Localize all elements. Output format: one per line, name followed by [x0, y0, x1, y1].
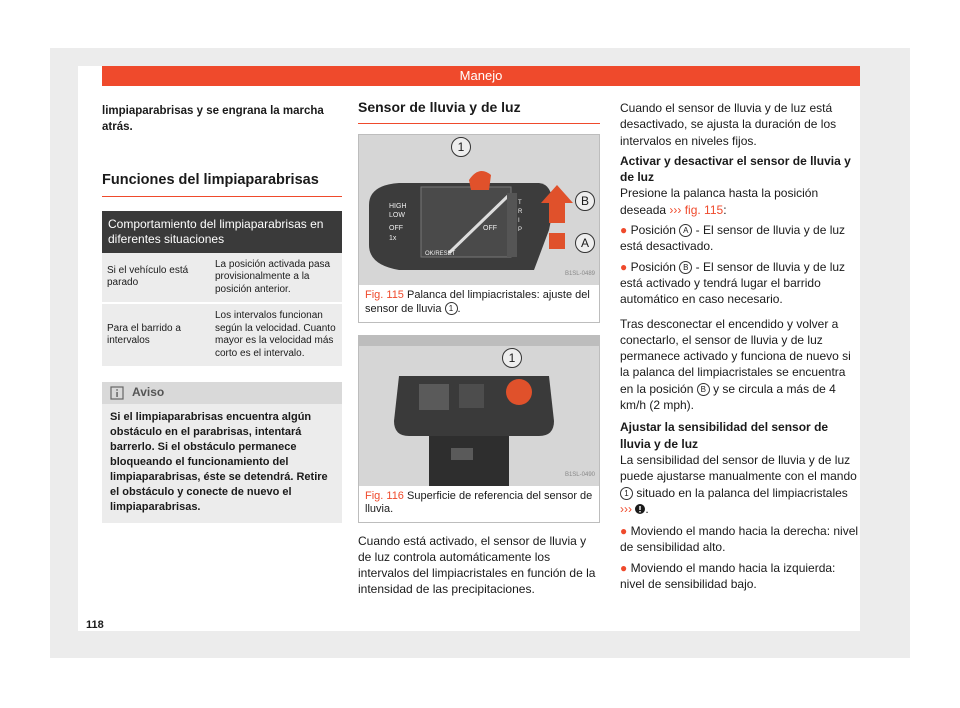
paragraph: Cuando el sensor de lluvia y de luz está desactivado, se ajusta la duración de los intervalos en niveles fijos. — [620, 101, 837, 148]
warning-icon — [635, 504, 645, 514]
right-column — [620, 100, 860, 592]
aviso-title: Aviso — [132, 385, 165, 399]
paragraph — [620, 185, 860, 218]
text: Posición — [630, 223, 676, 238]
left-column — [102, 104, 342, 523]
callout-a: A — [575, 233, 595, 253]
figure-115-caption: Fig. 115 Palanca del limpiacristales: ajuste del sensor de lluvia 1 . — [365, 288, 590, 315]
callout-b: B — [575, 191, 595, 211]
table-cell: La posición activada pasa provisionalmente a la posición anterior. — [210, 253, 342, 304]
subheading: Ajustar la sensibilidad del sensor de lluvia y de luz — [620, 420, 829, 451]
table-title: Comportamiento del limpiaparabrisas en diferentes situaciones — [102, 211, 342, 253]
table-row — [102, 253, 342, 304]
bullet-icon: ● — [620, 560, 628, 575]
lever-label-low: LOW — [389, 211, 405, 219]
text: - El sensor de lluvia y de luz está desactivado. — [620, 223, 846, 254]
figure-code: B1SL-0490 — [564, 472, 595, 478]
page-number: 118 — [86, 619, 104, 631]
figure-116-caption — [359, 486, 599, 522]
text: Tras desconectar el encendido y volver a conectarlo, el sensor de lluvia y de luz permanece activado y funciona de nuevo si la palanca del limpiacristales se encuentra en la posición — [620, 316, 851, 396]
bullet-item — [620, 560, 860, 593]
bullet-icon: ● — [620, 524, 628, 539]
lever-illustration — [359, 135, 599, 285]
lever-label-1x: 1x — [389, 234, 397, 242]
key-badge: B — [679, 261, 692, 274]
sensor-body-text: Cuando está activado, el sensor de lluvia y de luz controla automáticamente los intervalos del limpiacristales en función de la intensidad de las precipitaciones. — [358, 533, 596, 597]
callout-ref: 1 — [445, 302, 458, 315]
key-badge: B — [697, 383, 710, 396]
section-header: Manejo — [102, 66, 860, 86]
table-cell: Si el vehículo está parado — [102, 253, 210, 304]
table-cell: Los intervalos funcionan según la velocidad. Cuanto mayor es la velocidad más corto es el intervalo. — [210, 303, 342, 367]
subheading: Activar y desactivar el sensor de lluvia y de luz — [620, 153, 851, 185]
bullet-icon: ● — [620, 223, 628, 238]
bullet-item — [620, 259, 860, 308]
lever-label-reset: OK/RESET — [425, 250, 456, 257]
figure-label: Fig. 115 — [365, 288, 404, 301]
figure-label: Fig. 116 — [365, 489, 404, 502]
bullet-icon: ● — [620, 259, 628, 274]
text: Moviendo el mando hacia la derecha: nivel de sensibilidad alto. — [620, 524, 859, 555]
figure-code: B1SL-0489 — [564, 271, 595, 277]
figure-116 — [358, 335, 600, 523]
lever-label-high: HIGH — [389, 202, 407, 210]
text: - El sensor de lluvia y de luz está activado y tendrá lugar el barrido automático en caso necesario. — [620, 259, 846, 307]
caption-text: Palanca del limpiacristales: ajuste del sensor de lluvia — [365, 288, 590, 315]
behavior-table — [102, 253, 342, 369]
warning-link[interactable]: ››› — [620, 501, 632, 516]
bullet-item — [620, 222, 860, 255]
middle-column — [358, 100, 600, 598]
caption-text: Superficie de referencia del sensor de lluvia. — [365, 489, 593, 515]
rain-sensor-heading: Sensor de lluvia y de luz — [358, 100, 600, 124]
text: Presione la palanca hasta la posición deseada — [620, 186, 819, 217]
info-icon — [110, 386, 124, 400]
text: situado en la palanca del limpiacristales — [636, 485, 848, 500]
figure-115 — [358, 134, 600, 323]
fig-link[interactable]: ››› fig. 115 — [669, 202, 724, 217]
table-cell: Para el barrido a intervalos — [102, 303, 210, 367]
callout-1: 1 — [502, 348, 522, 368]
bullet-item — [620, 523, 860, 556]
text: La sensibilidad del sensor de lluvia y de luz puede ajustarse manualmente con el mando — [620, 452, 857, 484]
aviso-body: Si el limpiaparabrisas encuentra algún obstáculo en el parabrisas, intentará barrerlo. Si el obstáculo permanece bloqueando el funcionamiento del limpiaparabrisas, éste se detendrá. Retire el obstáculo y conecte de nuevo el limpiaparabrisas. — [110, 410, 328, 513]
table-row — [102, 303, 342, 367]
key-badge: 1 — [620, 487, 633, 500]
text: y se circula a más de 4 km/h (2 mph). — [620, 381, 836, 413]
lever-label-off: OFF — [389, 224, 403, 232]
lever-label-trip: T R I P — [518, 199, 523, 233]
aviso-header — [102, 382, 342, 404]
paragraph — [620, 316, 860, 414]
intro-text: limpiaparabrisas y se engrana la marcha atrás. — [102, 105, 324, 133]
text: Moviendo el mando hacia la izquierda: nivel de sensibilidad bajo. — [620, 560, 836, 592]
paragraph: La sensibilidad del sensor de lluvia y de luz puede ajustarse manualmente con el mando 1 situado en la palanca del limpiacristales ››› . — [620, 452, 857, 516]
aviso-box — [102, 382, 342, 523]
text: : — [723, 202, 727, 217]
wiper-functions-heading: Funciones del limpiaparabrisas — [102, 173, 342, 197]
lever-label-off2: OFF — [483, 224, 497, 232]
text: Posición — [630, 259, 676, 274]
key-badge: A — [679, 224, 692, 237]
callout-1: 1 — [451, 137, 471, 157]
rain-sensor-image — [359, 336, 599, 486]
sensor-illustration — [359, 336, 599, 486]
